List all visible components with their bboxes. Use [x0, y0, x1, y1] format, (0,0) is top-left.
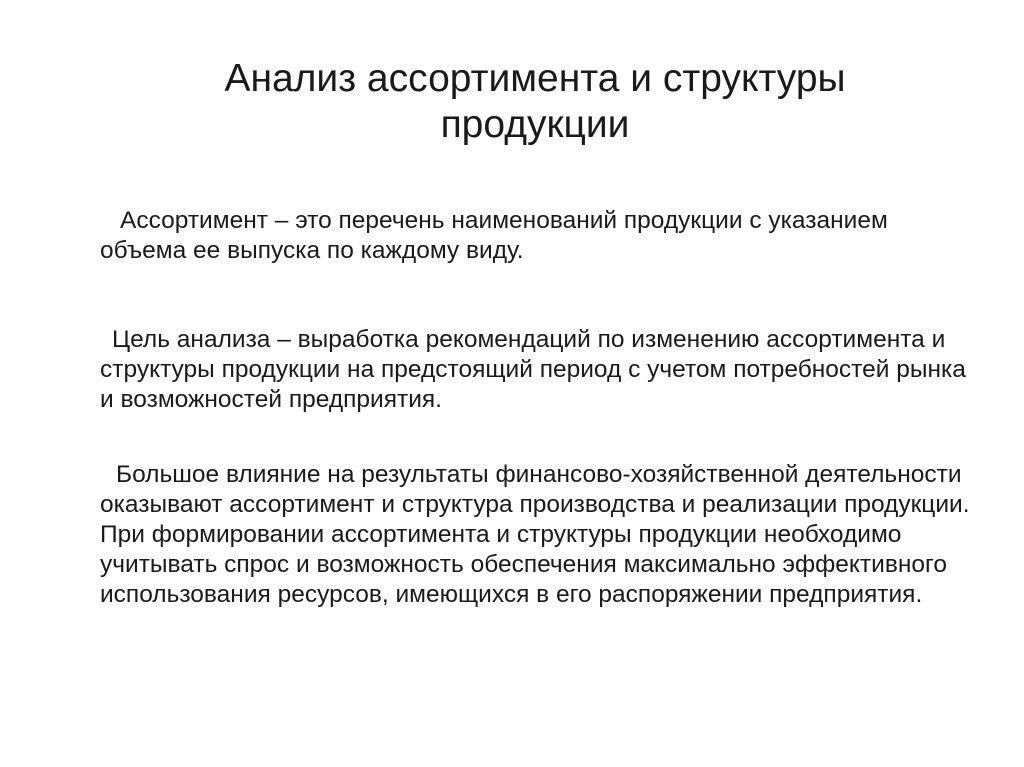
slide-title-line-1: Анализ ассортимента и структуры	[224, 57, 846, 100]
paragraph-influence: Большое влияние на результаты финансово-хозяйственной деятельности оказывают ассортимент и структура производства и реализации продукции. При формировании ассортимента и структуры продукции необходимо учитывать спрос и возможность обеспечения максимально эффективного использования ресурсов, имеющихся в его распоряжении предприятия.	[100, 461, 970, 608]
paragraph-assortment-definition: Ассортимент – это перечень наименований продукции с указанием объема ее выпуска по каждому виду.	[100, 207, 888, 264]
paragraph-analysis-goal: Цель анализа – выработка рекомендаций по изменению ассортимента и структуры продукции на предстоящий период с учетом потребностей рынка и возможностей предприятия.	[100, 326, 966, 413]
slide-title-line-2: продукции	[440, 103, 630, 146]
slide-title	[150, 56, 920, 148]
